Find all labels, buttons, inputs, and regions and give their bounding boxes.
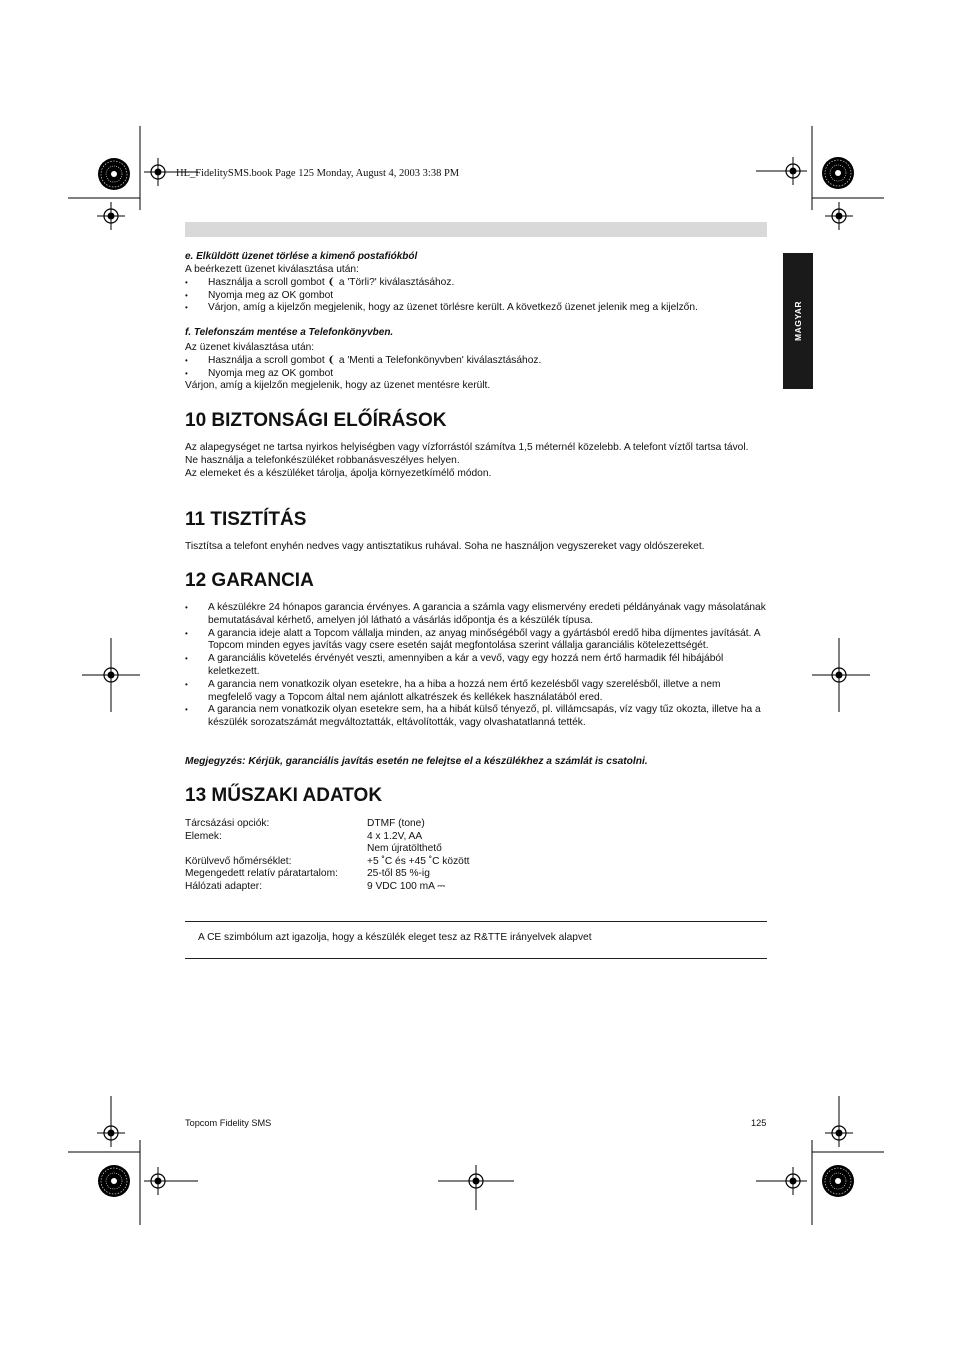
paragraph: Ne használja a telefonkészüléket robbanásveszélyes helyen.: [185, 454, 460, 466]
section-13-title: 13 MŰSZAKI ADATOK: [185, 785, 383, 806]
spec-value: 4 x 1.2V, AA: [367, 830, 423, 842]
table-row: [185, 856, 585, 869]
spec-label: Hálózati adapter:: [185, 880, 263, 892]
spec-label: [185, 843, 367, 856]
section-11-title: 11 TISZTÍTÁS: [185, 509, 307, 530]
spec-value: +5 ˚C és +45 ˚C között: [367, 855, 470, 867]
print-header: HL_FidelitySMS.book Page 125 Monday, August 4, 2003 3:38 PM: [176, 168, 460, 179]
list-item: • A készülékre 24 hónapos garancia érvényes. A garancia a számla vagy elismervény eredeti példányának vagy másolatának bemutatásával kérhető, amelyen jól látható a vásárlás időpontja és a készülék típusa.: [185, 602, 767, 628]
list-item: • Használja a scroll gombot ❨ a 'Menti a Telefonkönyvben' kiválasztásához.: [185, 355, 767, 368]
table-row: [185, 831, 585, 844]
language-tab: [783, 253, 813, 389]
section-f-intro: Az üzenet kiválasztása után:: [185, 342, 315, 353]
divider-bottom: [185, 958, 767, 959]
section-f-outro: Várjon, amíg a kijelzőn megjelenik, hogy az üzenet mentésre került.: [185, 380, 491, 392]
spec-label: Körülvevő hőmérséklet:: [185, 855, 292, 867]
divider-top: [185, 921, 767, 922]
footer-page-number: 125: [751, 1118, 767, 1128]
list-item: • Várjon, amíg a kijelzőn megjelenik, hogy az üzenet törlésre került. A következő üzenet jelenik meg a kijelzőn.: [185, 302, 767, 315]
list-item: • A garanciális követelés érvényét veszti, amennyiben a kár a vevő, vagy egy hozzá nem értő harmadik fél hibájából keletkezett.: [185, 653, 767, 679]
list-item: • A garancia nem vonatkozik olyan esetekre sem, ha a hibát külső tényező, pl. villámcsapás, víz vagy tűz okozta, illetve ha a készülék sorozatszámát megváltoztatták, eltávolították, vagy olvashatatlanná tették.: [185, 704, 767, 730]
spec-label: Megengedett relatív páratartalom:: [185, 868, 338, 880]
table-row: [185, 843, 585, 856]
section-10-body: [185, 442, 767, 480]
paragraph: Az elemeket és a készüléket tárolja, ápolja környezetkímélő módon.: [185, 467, 492, 479]
section-10-title: 10 BIZTONSÁGI ELŐÍRÁSOK: [185, 410, 447, 431]
table-row: [185, 818, 585, 831]
spec-value: 25-től 85 %-ig: [367, 868, 430, 880]
list-item: • Használja a scroll gombot ❨ a 'Törli?' kiválasztásához.: [185, 277, 767, 290]
paragraph: Az alapegységet ne tartsa nyirkos helyiségben vagy vízforrástól számítva 1,5 méternél közelebb. A telefont víztől tartsa távol.: [185, 442, 749, 453]
list-item: • A garancia nem vonatkozik olyan esetekre, ha a hiba a hozzá nem értő kezelésből vagy szerelésből, illetve a nem megfelelő vagy a Topcom által nem ajánlott alkatrészek és kellékek használatából ered.: [185, 679, 767, 705]
spec-label: Tárcsázási opciók:: [185, 818, 270, 829]
section-f-heading: f. Telefonszám mentése a Telefonkönyvben.: [185, 327, 394, 338]
spec-value: DTMF (tone): [367, 818, 425, 829]
ce-statement: A CE szimbólum azt igazolja, hogy a készülék eleget tesz az R&TTE irányelvek alapvet: [198, 932, 592, 943]
list-item: • A garancia ideje alatt a Topcom vállalja minden, az anyag minőségéből vagy a gyártásból eredő hiba díjmentes javítását. A Topcom minden egyes javítás vagy csere esetén saját megfontolása szerint vállalja garanciális kötelezettségét.: [185, 628, 767, 654]
list-item: • Nyomja meg az OK gombot: [185, 290, 767, 303]
table-row: [185, 881, 585, 894]
language-tab-label: MAGYAR: [793, 301, 803, 341]
section-e-intro: A beérkezett üzenet kiválasztása után:: [185, 264, 359, 275]
spec-label: Elemek:: [185, 830, 222, 842]
section-12-list: [185, 602, 767, 730]
section-f-body: [185, 342, 767, 393]
warranty-note: Megjegyzés: Kérjük, garanciális javítás esetén ne felejtse el a készülékhez a számlát is csatolni.: [185, 756, 648, 767]
section-11-text: Tisztítsa a telefont enyhén nedves vagy antisztatikus ruhával. Soha ne használjon vegyszereket vagy oldószereket.: [185, 541, 705, 552]
header-bar: [185, 222, 767, 237]
spec-value: 9 VDC 100 mA ⎓: [367, 880, 446, 892]
section-e-body: [185, 264, 767, 315]
footer-product: Topcom Fidelity SMS: [185, 1118, 272, 1128]
section-e-heading: e. Elküldött üzenet törlése a kimenő postafiókból: [185, 251, 418, 262]
section-12-title: 12 GARANCIA: [185, 570, 314, 591]
table-row: [185, 868, 585, 881]
list-item: • Nyomja meg az OK gombot: [185, 368, 767, 381]
spec-value: Nem újratölthető: [367, 843, 442, 855]
specs-table: [185, 818, 585, 894]
